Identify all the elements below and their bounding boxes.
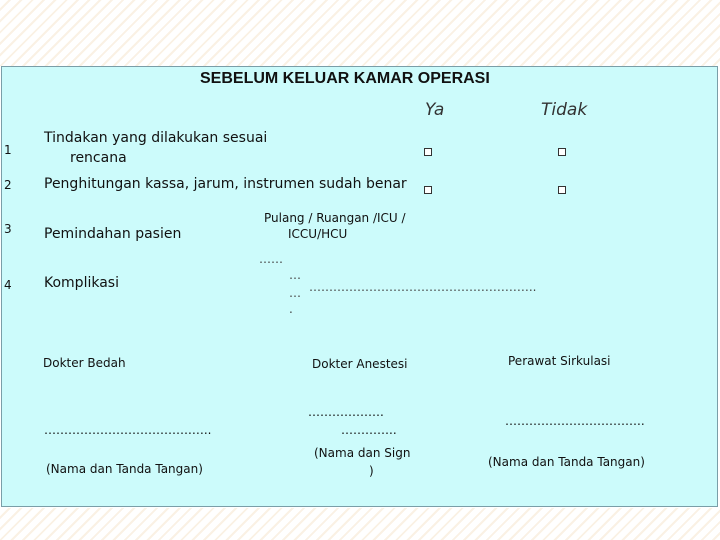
top-decorative-band [0,0,720,66]
complication-fill-line: …………………………………….………….. [309,280,537,294]
transfer-options-continued: ICCU/HCU [288,227,348,241]
checkbox-no-row-1[interactable] [558,148,566,156]
checkbox-yes-row-2[interactable] [424,186,432,194]
transfer-dots: …… [259,252,283,266]
anesthetist-signature-line: ………………. [308,405,384,419]
row-label: Penghitungan kassa, jarum, instrumen sudah benar [44,176,407,192]
complication-dots: … [289,286,301,300]
row-label: Komplikasi [44,275,119,291]
row-number: 4 [4,278,12,292]
nurse-signature-line: …………………………….. [505,414,645,428]
row-label-continued: rencana [70,150,127,166]
surgeon-signature-line: ……………………………….….. [44,423,212,437]
column-header-no: Tidak [541,100,588,120]
checkbox-yes-row-1[interactable] [424,148,432,156]
anesthetist-title: Dokter Anestesi [312,357,408,371]
nurse-caption: (Nama dan Tanda Tangan) [488,455,645,469]
nurse-title: Perawat Sirkulasi [508,354,611,368]
row-number: 2 [4,178,12,192]
transfer-options: Pulang / Ruangan /ICU / [264,211,406,225]
row-number: 3 [4,222,12,236]
complication-dots: … [289,268,301,282]
checkbox-no-row-2[interactable] [558,186,566,194]
row-label: Pemindahan pasien [44,226,182,242]
bottom-decorative-band [0,508,720,540]
surgeon-title: Dokter Bedah [43,356,126,370]
anesthetist-caption: (Nama dan Sign [314,446,411,460]
anesthetist-signature-line-continued: ………….. [341,423,397,437]
anesthetist-caption-continued: ) [369,464,374,478]
row-number: 1 [4,143,12,157]
row-label: Tindakan yang dilakukan sesuai [44,130,268,146]
surgeon-caption: (Nama dan Tanda Tangan) [46,462,203,476]
complication-dots: . [289,302,293,316]
page-title: SEBELUM KELUAR KAMAR OPERASI [200,70,490,87]
column-header-yes: Ya [425,100,445,120]
